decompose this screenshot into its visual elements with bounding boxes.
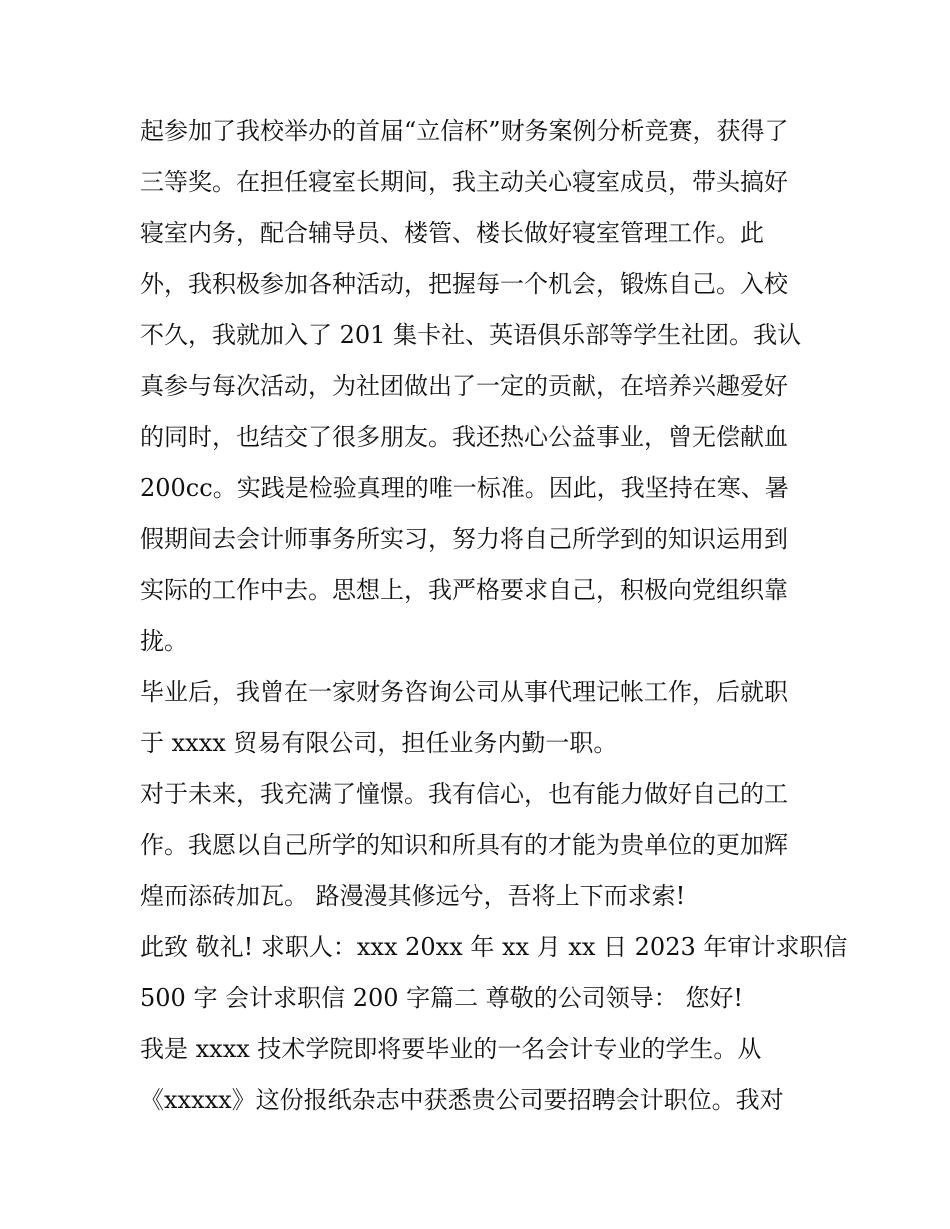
body-text <box>140 106 848 1126</box>
text-line: 煌而添砖加瓦。 路漫漫其修远兮，吾将上下而求索! <box>140 882 686 910</box>
text-line: 的同时，也结交了很多朋友。我还热心公益事业，曾无偿献血 <box>140 423 788 451</box>
text-line: 三等奖。在担任寝室长期间，我主动关心寝室成员，带头搞好 <box>140 168 788 196</box>
text-line: 500 字 会计求职信 200 字篇二 尊敬的公司领导： 您好! <box>140 984 744 1012</box>
text-line: 我是 xxxx 技术学院即将要毕业的一名会计专业的学生。从 <box>140 1035 762 1063</box>
text-line: 拢。 <box>140 627 188 655</box>
text-line: 外，我积极参加各种活动，把握每一个机会，锻炼自己。入校 <box>140 270 788 298</box>
text-line: 此致 敬礼! 求职人：xxx 20xx 年 xx 月 xx 日 2023 年审计求职信 <box>140 933 848 961</box>
text-line: 对于未来，我充满了憧憬。我有信心，也有能力做好自己的工 <box>140 780 788 808</box>
text-line: 作。我愿以自己所学的知识和所具有的才能为贵单位的更加辉 <box>140 831 788 859</box>
text-line: 真参与每次活动，为社团做出了一定的贡献，在培养兴趣爱好 <box>140 372 788 400</box>
text-line: 不久，我就加入了 201 集卡社、英语俱乐部等学生社团。我认 <box>140 321 802 349</box>
text-line: 于 xxxx 贸易有限公司，担任业务内勤一职。 <box>140 729 618 757</box>
text-line: 《xxxxx》这份报纸杂志中获悉贵公司要招聘会计职位。我对 <box>140 1086 784 1114</box>
text-line: 实际的工作中去。思想上，我严格要求自己，积极向党组织靠 <box>140 576 788 604</box>
text-line: 起参加了我校举办的首届“立信杯”财务案例分析竞赛，获得了 <box>140 117 789 145</box>
text-line: 毕业后，我曾在一家财务咨询公司从事代理记帐工作，后就职 <box>140 678 788 706</box>
text-line: 假期间去会计师事务所实习，努力将自己所学到的知识运用到 <box>140 525 788 553</box>
text-line: 200cc。实践是检验真理的唯一标准。因此，我坚持在寒、暑 <box>140 474 789 502</box>
text-line: 寝室内务，配合辅导员、楼管、楼长做好寝室管理工作。此 <box>140 219 764 247</box>
